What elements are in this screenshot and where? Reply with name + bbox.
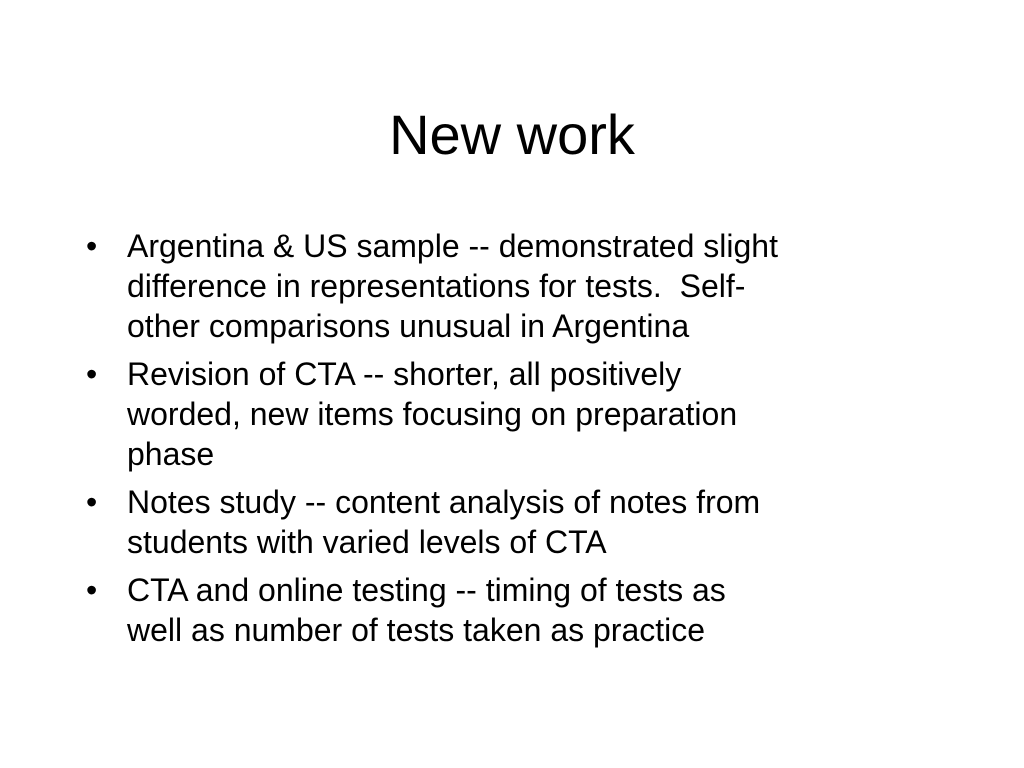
bullet-line: Revision of CTA -- shorter, all positively	[127, 356, 682, 392]
bullet-icon: •	[86, 572, 98, 608]
bullet-list	[86, 226, 966, 658]
bullet-line: other comparisons unusual in Argentina	[127, 308, 690, 344]
list-item	[86, 570, 966, 650]
bullet-line: phase	[127, 436, 215, 472]
list-item	[86, 482, 966, 562]
bullet-line: Notes study -- content analysis of notes from	[127, 484, 761, 520]
bullet-line: difference in representations for tests. Self-	[127, 268, 746, 304]
list-item	[86, 354, 966, 474]
bullet-line: students with varied levels of CTA	[127, 524, 607, 560]
bullet-icon: •	[86, 484, 98, 520]
bullet-line: CTA and online testing -- timing of tests as	[127, 572, 726, 608]
bullet-line: worded, new items focusing on preparation	[127, 396, 738, 432]
bullet-icon: •	[86, 356, 98, 392]
bullet-line: well as number of tests taken as practice	[127, 612, 706, 648]
bullet-line: Argentina & US sample -- demonstrated slight	[127, 228, 778, 264]
bullet-icon: •	[86, 228, 98, 264]
list-item	[86, 226, 966, 346]
slide-title: New work	[389, 103, 635, 166]
